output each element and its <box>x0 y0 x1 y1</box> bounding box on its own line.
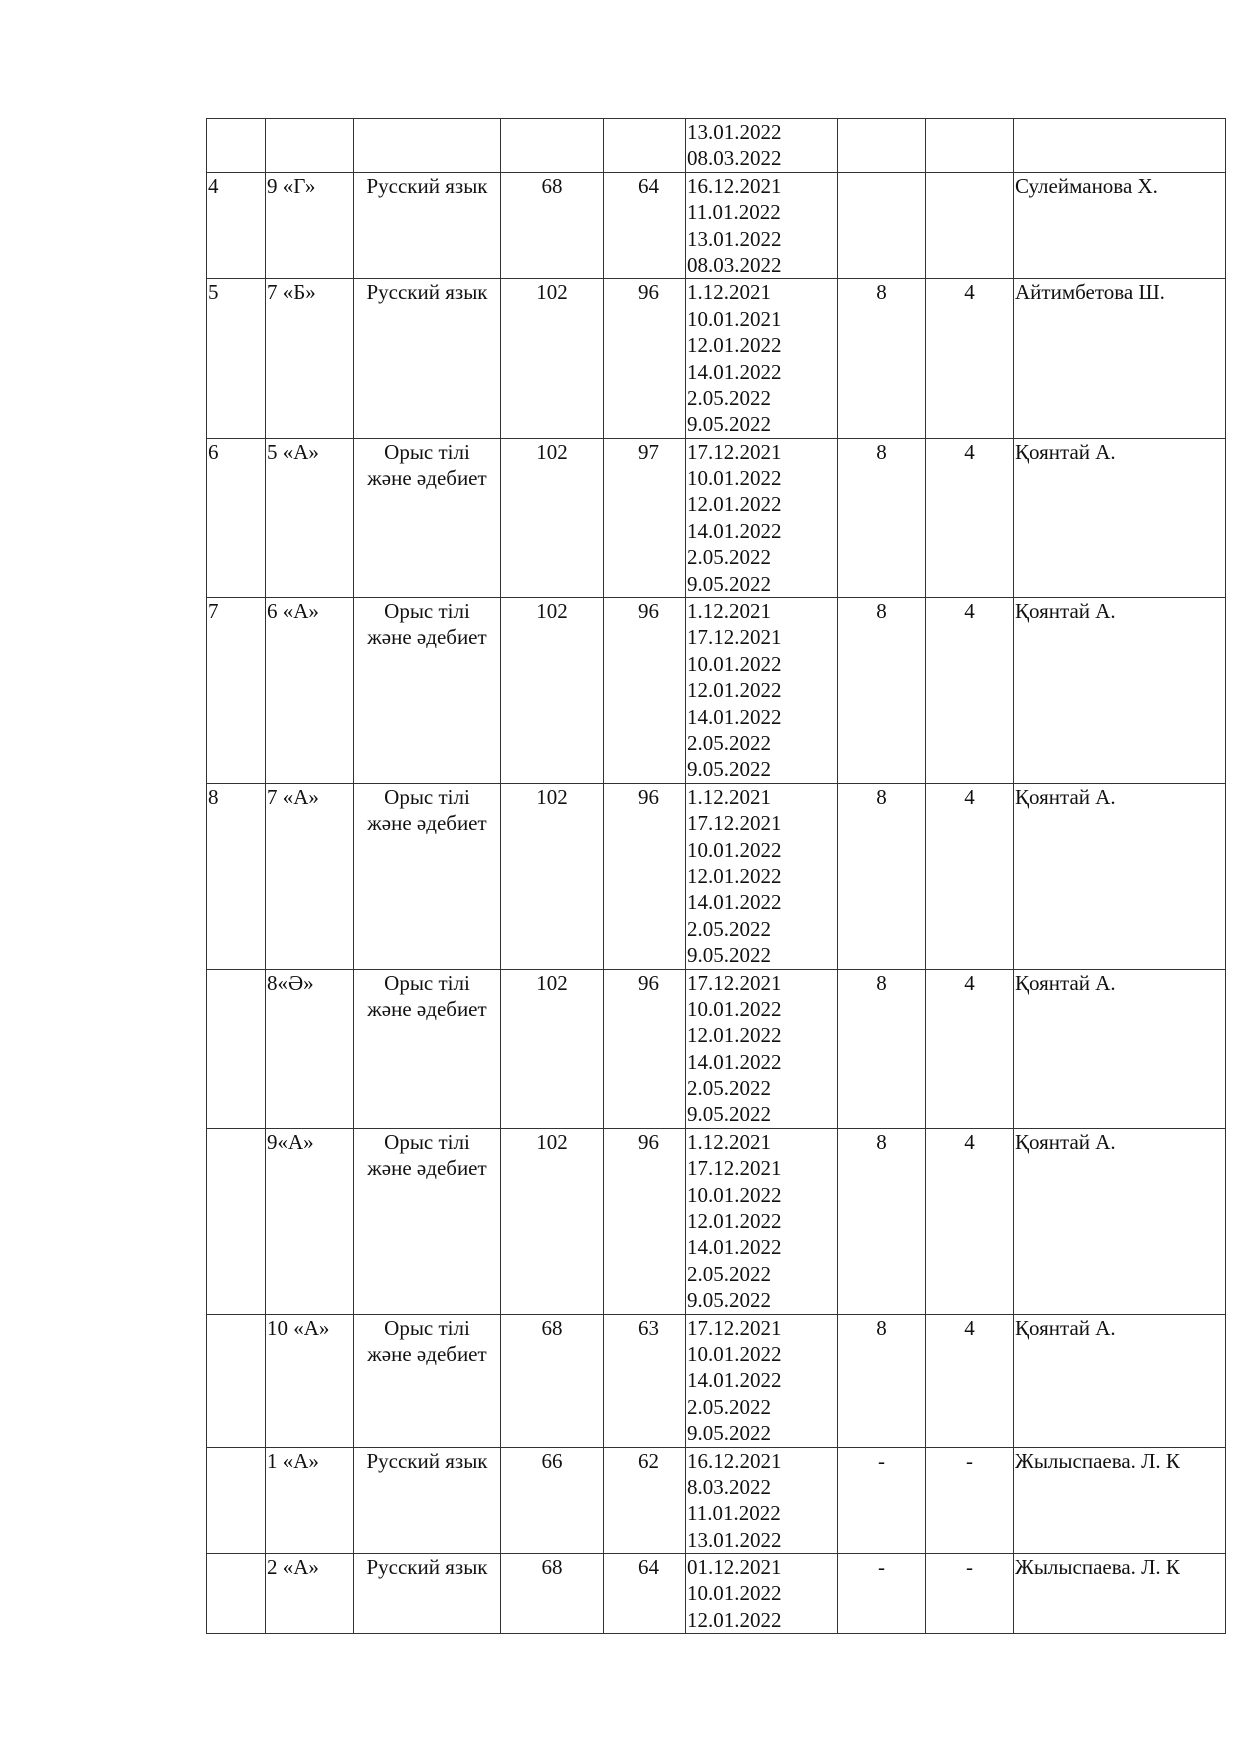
actual-hours-cell: 96 <box>604 598 686 784</box>
teacher-cell: Жылыспаева. Л. К <box>1014 1554 1226 1634</box>
date-line: 14.01.2022 <box>687 1235 782 1260</box>
row-number-cell: 6 <box>207 438 266 597</box>
subject-line: Орыс тілі <box>384 970 470 995</box>
date-line: 2.05.2022 <box>687 1261 771 1286</box>
actual-hours-cell: 64 <box>604 172 686 279</box>
subject-cell <box>354 279 501 438</box>
table-row <box>207 1447 1226 1554</box>
actual-hours-cell <box>604 119 686 173</box>
date-line: 13.01.2022 <box>687 120 782 144</box>
planned-hours-cell: 102 <box>501 279 604 438</box>
teacher-cell: Қоянтай А. <box>1014 598 1226 784</box>
date-line: 10.01.2022 <box>687 651 782 676</box>
subject-line: және әдебиет <box>367 1341 487 1366</box>
count-cell-2: 4 <box>926 438 1014 597</box>
teacher-cell <box>1014 119 1226 173</box>
subject-line: Русский язык <box>366 280 488 305</box>
row-number-cell: 5 <box>207 279 266 438</box>
date-line: 16.12.2021 <box>687 1448 782 1473</box>
date-line: 13.01.2022 <box>687 1527 782 1552</box>
date-line: 17.12.2021 <box>687 970 782 995</box>
date-line: 10.01.2022 <box>687 1341 782 1366</box>
date-line: 12.01.2022 <box>687 1607 782 1632</box>
count-cell-2: 4 <box>926 279 1014 438</box>
actual-hours-cell: 96 <box>604 969 686 1128</box>
subject-cell <box>354 438 501 597</box>
class-cell: 9 «Г» <box>266 172 354 279</box>
dates-cell <box>686 969 838 1128</box>
subject-line: Русский язык <box>366 1555 488 1580</box>
date-line: 2.05.2022 <box>687 916 771 941</box>
planned-hours-cell <box>501 119 604 173</box>
subject-cell <box>354 598 501 784</box>
class-cell: 7 «Б» <box>266 279 354 438</box>
dates-cell <box>686 1447 838 1554</box>
row-number-cell <box>207 1314 266 1447</box>
date-line: 10.01.2022 <box>687 1581 782 1606</box>
subject-line: Орыс тілі <box>384 1129 470 1154</box>
row-number-cell <box>207 1128 266 1314</box>
subject-cell <box>354 1554 501 1634</box>
count-cell-1: 8 <box>838 1128 926 1314</box>
subject-line: Русский язык <box>366 1448 488 1473</box>
teacher-cell: Айтимбетова Ш. <box>1014 279 1226 438</box>
class-cell: 8«Ә» <box>266 969 354 1128</box>
class-cell: 7 «А» <box>266 783 354 969</box>
table-row <box>207 969 1226 1128</box>
count-cell-2 <box>926 172 1014 279</box>
subject-line: Орыс тілі <box>384 439 470 464</box>
date-line: 17.12.2021 <box>687 1315 782 1340</box>
count-cell-2: 4 <box>926 1128 1014 1314</box>
count-cell-2: 4 <box>926 783 1014 969</box>
actual-hours-cell: 64 <box>604 1554 686 1634</box>
planned-hours-cell: 68 <box>501 172 604 279</box>
count-cell-2: - <box>926 1554 1014 1634</box>
date-line: 2.05.2022 <box>687 1076 771 1101</box>
count-cell-2 <box>926 119 1014 173</box>
teacher-cell: Қоянтай А. <box>1014 438 1226 597</box>
class-cell: 9«А» <box>266 1128 354 1314</box>
count-cell-2: 4 <box>926 598 1014 784</box>
dates-cell <box>686 1554 838 1634</box>
date-line: 14.01.2022 <box>687 890 782 915</box>
date-line: 17.12.2021 <box>687 439 782 464</box>
row-number-cell <box>207 1554 266 1634</box>
date-line: 14.01.2022 <box>687 359 782 384</box>
date-line: 9.05.2022 <box>687 1102 771 1127</box>
date-line: 2.05.2022 <box>687 545 771 570</box>
count-cell-1 <box>838 119 926 173</box>
schedule-table <box>206 118 1226 1634</box>
subject-cell <box>354 1128 501 1314</box>
dates-cell <box>686 119 838 173</box>
actual-hours-cell: 97 <box>604 438 686 597</box>
class-cell: 5 «А» <box>266 438 354 597</box>
date-line: 1.12.2021 <box>687 784 771 809</box>
table-row <box>207 279 1226 438</box>
subject-line: және әдебиет <box>367 466 487 491</box>
class-cell: 1 «А» <box>266 1447 354 1554</box>
date-line: 2.05.2022 <box>687 1394 771 1419</box>
date-line: 9.05.2022 <box>687 943 771 968</box>
date-line: 11.01.2022 <box>687 1501 781 1526</box>
subject-line: және әдебиет <box>367 811 487 836</box>
date-line: 1.12.2021 <box>687 280 771 305</box>
subject-line: және әдебиет <box>367 996 487 1021</box>
subject-line: Орыс тілі <box>384 1315 470 1340</box>
date-line: 16.12.2021 <box>687 173 782 198</box>
teacher-cell: Сулейманова Х. <box>1014 172 1226 279</box>
subject-cell <box>354 969 501 1128</box>
date-line: 9.05.2022 <box>687 412 771 437</box>
row-number-cell: 7 <box>207 598 266 784</box>
date-line: 14.01.2022 <box>687 1368 782 1393</box>
count-cell-1: 8 <box>838 969 926 1128</box>
date-line: 2.05.2022 <box>687 385 771 410</box>
planned-hours-cell: 102 <box>501 598 604 784</box>
teacher-cell: Жылыспаева. Л. К <box>1014 1447 1226 1554</box>
date-line: 10.01.2022 <box>687 837 782 862</box>
date-line: 9.05.2022 <box>687 757 771 782</box>
count-cell-2: 4 <box>926 1314 1014 1447</box>
planned-hours-cell: 66 <box>501 1447 604 1554</box>
date-line: 10.01.2021 <box>687 306 782 331</box>
row-number-cell <box>207 1447 266 1554</box>
planned-hours-cell: 102 <box>501 1128 604 1314</box>
subject-line: Русский язык <box>366 173 488 198</box>
count-cell-1: 8 <box>838 279 926 438</box>
table-row <box>207 172 1226 279</box>
teacher-cell: Қоянтай А. <box>1014 969 1226 1128</box>
count-cell-2: 4 <box>926 969 1014 1128</box>
planned-hours-cell: 102 <box>501 783 604 969</box>
dates-cell <box>686 1314 838 1447</box>
date-line: 01.12.2021 <box>687 1555 782 1580</box>
actual-hours-cell: 96 <box>604 783 686 969</box>
date-line: 12.01.2022 <box>687 1023 782 1048</box>
date-line: 12.01.2022 <box>687 863 782 888</box>
count-cell-2: - <box>926 1447 1014 1554</box>
subject-line: және әдебиет <box>367 625 487 650</box>
date-line: 9.05.2022 <box>687 1288 771 1313</box>
date-line: 9.05.2022 <box>687 1421 771 1446</box>
table-row <box>207 1314 1226 1447</box>
class-cell: 2 «А» <box>266 1554 354 1634</box>
actual-hours-cell: 96 <box>604 1128 686 1314</box>
count-cell-1: - <box>838 1447 926 1554</box>
table-row <box>207 1128 1226 1314</box>
date-line: 12.01.2022 <box>687 678 782 703</box>
planned-hours-cell: 102 <box>501 969 604 1128</box>
date-line: 12.01.2022 <box>687 1209 782 1234</box>
dates-cell <box>686 598 838 784</box>
teacher-cell: Қоянтай А. <box>1014 1314 1226 1447</box>
count-cell-1: 8 <box>838 438 926 597</box>
count-cell-1 <box>838 172 926 279</box>
subject-cell <box>354 1447 501 1554</box>
date-line: 9.05.2022 <box>687 571 771 596</box>
date-line: 12.01.2022 <box>687 492 782 517</box>
date-line: 10.01.2022 <box>687 996 782 1021</box>
date-line: 11.01.2022 <box>687 200 781 225</box>
date-line: 12.01.2022 <box>687 333 782 358</box>
count-cell-1: 8 <box>838 783 926 969</box>
row-number-cell: 8 <box>207 783 266 969</box>
dates-cell <box>686 1128 838 1314</box>
date-line: 08.03.2022 <box>687 252 782 277</box>
count-cell-1: - <box>838 1554 926 1634</box>
date-line: 13.01.2022 <box>687 226 782 251</box>
planned-hours-cell: 102 <box>501 438 604 597</box>
teacher-cell: Қоянтай А. <box>1014 783 1226 969</box>
count-cell-1: 8 <box>838 1314 926 1447</box>
class-cell: 6 «А» <box>266 598 354 784</box>
table-row <box>207 783 1226 969</box>
date-line: 17.12.2021 <box>687 811 782 836</box>
date-line: 14.01.2022 <box>687 518 782 543</box>
date-line: 10.01.2022 <box>687 1182 782 1207</box>
date-line: 08.03.2022 <box>687 146 782 171</box>
table-row <box>207 598 1226 784</box>
actual-hours-cell: 63 <box>604 1314 686 1447</box>
class-cell: 10 «А» <box>266 1314 354 1447</box>
subject-cell <box>354 172 501 279</box>
actual-hours-cell: 62 <box>604 1447 686 1554</box>
table-body <box>207 119 1226 1634</box>
dates-cell <box>686 783 838 969</box>
planned-hours-cell: 68 <box>501 1314 604 1447</box>
date-line: 14.01.2022 <box>687 704 782 729</box>
table-row <box>207 119 1226 173</box>
date-line: 2.05.2022 <box>687 730 771 755</box>
class-cell <box>266 119 354 173</box>
subject-cell <box>354 119 501 173</box>
subject-cell <box>354 783 501 969</box>
table-row <box>207 1554 1226 1634</box>
date-line: 1.12.2021 <box>687 599 771 624</box>
subject-line: Орыс тілі <box>384 599 470 624</box>
table-row <box>207 438 1226 597</box>
date-line: 1.12.2021 <box>687 1129 771 1154</box>
date-line: 8.03.2022 <box>687 1474 771 1499</box>
planned-hours-cell: 68 <box>501 1554 604 1634</box>
date-line: 17.12.2021 <box>687 1156 782 1181</box>
row-number-cell <box>207 969 266 1128</box>
row-number-cell <box>207 119 266 173</box>
date-line: 10.01.2022 <box>687 466 782 491</box>
row-number-cell: 4 <box>207 172 266 279</box>
subject-cell <box>354 1314 501 1447</box>
count-cell-1: 8 <box>838 598 926 784</box>
actual-hours-cell: 96 <box>604 279 686 438</box>
dates-cell <box>686 172 838 279</box>
date-line: 17.12.2021 <box>687 625 782 650</box>
dates-cell <box>686 279 838 438</box>
dates-cell <box>686 438 838 597</box>
teacher-cell: Қоянтай А. <box>1014 1128 1226 1314</box>
subject-line: және әдебиет <box>367 1156 487 1181</box>
subject-line: Орыс тілі <box>384 784 470 809</box>
date-line: 14.01.2022 <box>687 1049 782 1074</box>
